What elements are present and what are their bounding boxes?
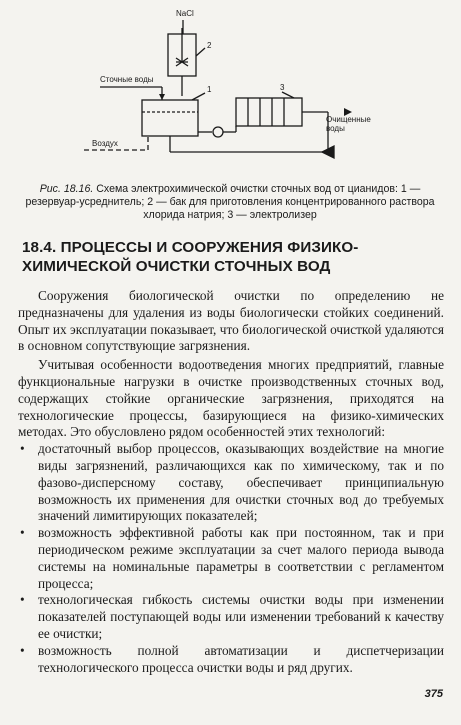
inflow-arrow-icon [159,94,165,100]
outflow-label-1: Очищенные [326,115,371,124]
page-number: 375 [424,688,443,700]
figure-caption [20,183,440,222]
inflow-label: Сточные воды [100,75,154,84]
bullet-icon: • [20,441,25,457]
leader-2 [196,48,205,56]
paragraph: Учитывая особенности водоотведения многих предприятий, главные функциональные нагрузки в очистке производственных сточных вод, содержащих стойкие органические загрязнения, приходятся на технологические процессы, базирующиеся на физико-химических методах. Это обусловлено рядом особенностей этих технологий: [18,357,444,440]
process-schematic [0,0,461,185]
list-item [18,592,444,642]
bullet-icon: • [20,592,25,608]
list-item [18,441,444,525]
figure-ref: Рис. 18.16. [39,183,94,195]
leader-3 [282,92,294,98]
list-item [18,643,444,677]
label-3: 3 [280,83,285,92]
leader-1 [192,93,205,100]
pump [213,127,223,137]
bullet-icon: • [20,642,25,658]
paragraph: Сооружения биологической очистки по определению не предназначены для удаления из воды биологически стойких соединений. Опыт их эксплуатации показывает, что биологической очисткой удаляются в основном сопутствующие загрязнения. [18,288,444,354]
bullet-list [18,441,444,676]
outflow-label-2: воды [326,124,345,133]
figure-diagram [0,0,461,185]
list-item-text: возможность полной автоматизации и диспетчеризации технологического процесса очистки воды и ряд других. [38,642,444,675]
label-1: 1 [207,85,212,94]
bullet-icon: • [20,525,25,541]
air-label: Воздух [92,139,118,148]
section-heading: 18.4. ПРОЦЕССЫ И СООРУЖЕНИЯ ФИЗИКО-ХИМИЧЕСКОЙ ОЧИСТКИ СТОЧНЫХ ВОД [22,239,359,275]
caption-text: Схема электрохимической очистки сточных вод от цианидов: 1 — резервуар-усреднитель; 2 — бак для приготовления концентрированного раствора хлорида натрия; 3 — электролизер [25,183,435,221]
list-item-text: достаточный выбор процессов, оказывающих воздействие на многие виды загрязнений, различающихся как по химическому, так и по фазово-дисперсному составу, обеспечивает принципиальную возможность их применения для очистки сточных вод до требуемых значений лимитирующих показателей; [38,441,444,524]
reagent-label: NaCl [176,9,194,18]
body-text [18,288,444,676]
equalization-reservoir [142,100,198,136]
electrolyzer [236,98,302,126]
label-2: 2 [207,41,212,50]
list-item [18,525,444,592]
list-item-text: технологическая гибкость системы очистки воды при изменении показателей поступающей воды или изменении требований к качеству ее очистки; [38,592,444,641]
list-item-text: возможность эффективной работы как при постоянном, так и при периодическом режиме эксплуатации за счет малого периода вывода системы на номинальные параметры в соответствии с регламентом процесса; [38,525,444,591]
